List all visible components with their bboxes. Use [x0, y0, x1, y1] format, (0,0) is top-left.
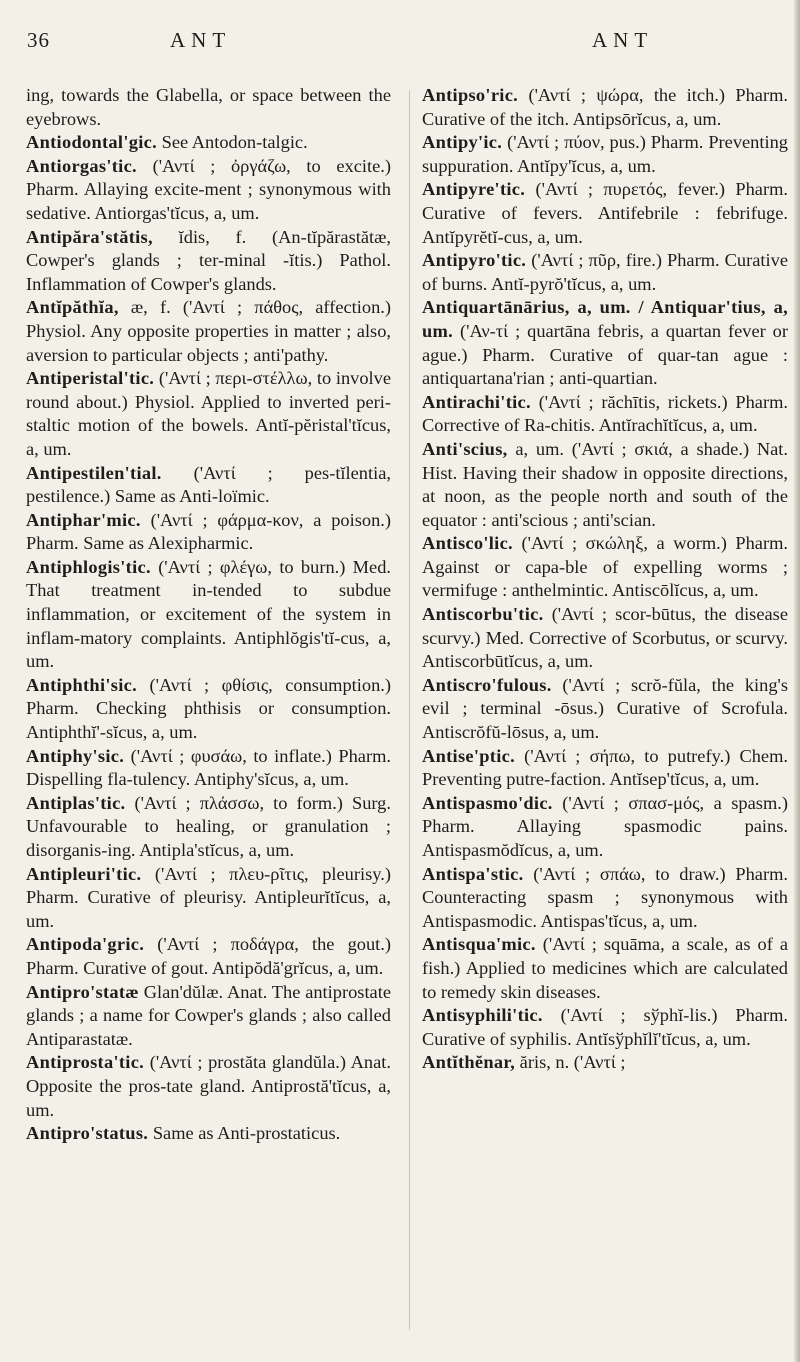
dictionary-entry — [26, 462, 391, 509]
entry-headword: Antipro'statæ — [26, 981, 139, 1002]
entry-headword: Antipyre'tic. — [422, 179, 526, 200]
entry-definition: ('Αντί ; prostăta glandŭla.) Anat. Opposite the pros-tate gland. Antiprostă'tĭcus, a, um. — [26, 1052, 391, 1120]
entry-definition: ('Αν-τί ; quartāna febris, a quartan fever or ague.) Pharm. Curative of quar-tan ague : antiquartana'rian ; anti-quartian. — [422, 320, 788, 389]
dictionary-entry — [26, 1051, 391, 1122]
dictionary-entry — [422, 296, 788, 390]
column-divider — [409, 90, 410, 1330]
entry-headword: Antiquartānārius, a, um. / Antiquar'tius, a, um. — [422, 297, 788, 341]
dictionary-entry — [26, 131, 391, 155]
entry-definition: Same as Anti-prostaticus. — [152, 1123, 341, 1144]
entry-headword: Antiperistal'tic. — [26, 368, 155, 389]
entry-headword: Antisqua'mic. — [422, 934, 536, 955]
entry-headword: Antĭpăthĭa, — [26, 297, 119, 318]
entry-headword: Antipyro'tic. — [422, 250, 527, 271]
entry-definition: ăris, n. ('Αντί ; — [519, 1052, 626, 1073]
entry-definition: ('Αντί ; sўphĭ-lis.) Pharm. Curative of syphilis. Antĭsўphĭlĭ'tĭcus, a, um. — [422, 1005, 788, 1049]
entry-headword: Antipestilen'tial. — [26, 462, 162, 483]
entry-definition: ('Αντί ; φθίσις, consumption.) Pharm. Checking phthisis or consumption. Antiphthĭ'-sĭcus, a, um. — [26, 674, 391, 743]
entry-headword: Antipăra'stătis, — [26, 226, 153, 247]
entry-headword: Antise'ptic. — [422, 745, 515, 766]
page-header — [0, 0, 800, 60]
right-column — [422, 84, 788, 1075]
entry-headword: Antipro'status. — [26, 1123, 149, 1144]
dictionary-entry — [26, 296, 391, 367]
dictionary-entry — [422, 674, 788, 745]
dictionary-entry — [26, 509, 391, 556]
dictionary-entry — [422, 933, 788, 1004]
entry-definition: ('Αντί ; πυρετός, fever.) Pharm. Curative of fevers. Antifebrile : febrifuge. Antĭpyrĕtĭ-cus, a, um. — [422, 179, 788, 247]
entry-headword: Antispasmo'dic. — [422, 792, 553, 813]
entry-headword: Antiphlogis'tic. — [26, 556, 151, 577]
entry-headword: Anti'scius, — [422, 438, 508, 459]
entry-headword: Antiplas'tic. — [26, 792, 126, 813]
entry-definition: ('Αντί ; scor-būtus, the disease scurvy.) Med. Corrective of Scorbutus, or scurvy. Antiscorbūtĭcus, a, um. — [422, 604, 788, 672]
entry-definition: ('Αντί ; περι-στέλλω, to involve round about.) Physiol. Applied to inverted peri-staltic motion of the bowels. Antĭ-pĕristal'tĭcus, a, um. — [26, 368, 391, 459]
left-column — [26, 84, 391, 1146]
entry-definition: ('Αντί ; πύον, pus.) Pharm. Preventing suppuration. Antĭpy'ĭcus, a, um. — [422, 132, 788, 176]
dictionary-entry — [422, 438, 788, 532]
entry-definition: ('Αντί ; σκώληξ, a worm.) Pharm. Against or capa-ble of expelling worms ; vermifuge : anthelmintic. Antiscōlĭcus, a, um. — [422, 533, 788, 601]
entry-headword: Antisco'lic. — [422, 533, 513, 554]
entry-definition: ('Αντί ; scrŏ-fŭla, the king's evil ; terminal -ōsus.) Curative of Scrofula. Antiscrŏfŭ-lōsus, a, um. — [422, 674, 788, 743]
page-number: 36 — [27, 28, 50, 52]
dictionary-entry — [422, 1051, 788, 1075]
entry-headword: Antiphthi'sic. — [26, 674, 137, 695]
dictionary-entry — [422, 249, 788, 296]
dictionary-entry — [422, 131, 788, 178]
page-edge-shadow — [794, 0, 800, 1362]
entry-definition: ('Αντί ; pes-tĭlentia, pestilence.) Same as Anti-loïmic. — [26, 462, 391, 507]
entry-definition: ('Αντί ; φάρμα-κον, a poison.) Pharm. Same as Alexipharmic. — [26, 509, 391, 554]
entry-definition: ('Αντί ; φυσάω, to inflate.) Pharm. Dispelling fla-tulency. Antiphy'sĭcus, a, um. — [26, 745, 391, 790]
dictionary-entry — [422, 391, 788, 438]
entry-definition: Glan'dŭlæ. Anat. The antiprostate glands ; a name for Cowper's glands ; also called Antiparastatæ. — [26, 981, 391, 1049]
dictionary-entry — [26, 981, 391, 1052]
entry-text: ing, towards the Glabella, or space between the eyebrows. — [26, 85, 391, 129]
dictionary-entry — [422, 1004, 788, 1051]
entry-definition: ('Αντί ; πλευ-ρῖτις, pleurisy.) Pharm. Curative of pleurisy. Antipleurĭtĭcus, a, um. — [26, 863, 391, 931]
entry-headword: Antiscorbu'tic. — [422, 604, 544, 625]
entry-headword: Antiodontal'gic. — [26, 132, 157, 153]
entry-headword: Antipy'ic. — [422, 132, 503, 153]
entry-headword: Antisyphili'tic. — [422, 1005, 543, 1026]
entry-definition: ('Αντί ; ὀργάζω, to excite.) Pharm. Allaying excite-ment ; synonymous with sedative. Antiorgas'tĭcus, a, um. — [26, 155, 391, 223]
entry-headword: Antiphar'mic. — [26, 509, 141, 530]
entry-definition: ('Αντί ; σπασ-μός, a spasm.) Pharm. Allaying spasmodic pains. Antispasmŏdĭcus, a, um. — [422, 792, 788, 860]
dictionary-entry — [26, 792, 391, 863]
entry-headword: Antĭthĕnar, — [422, 1052, 516, 1073]
dictionary-entry — [26, 556, 391, 674]
entry-definition: æ, f. ('Αντί ; πάθος, affection.) Physiol. Any opposite properties in matter ; also, aversion to particular objects ; anti'pathy. — [26, 297, 391, 365]
entry-headword: Antiorgas'tic. — [26, 155, 137, 176]
dictionary-entry — [422, 532, 788, 603]
dictionary-entry — [26, 745, 391, 792]
entry-headword: Antiphy'sic. — [26, 745, 125, 766]
entry-definition: a, um. ('Αντί ; σκιά, a shade.) Nat. Hist. Having their shadow in opposite directions, at noon, as the people north and south of the equator : anti'scious ; anti'scian. — [422, 438, 788, 530]
continued-text — [26, 84, 391, 131]
entry-definition: ('Αντί ; ποδάγρα, the gout.) Pharm. Curative of gout. Antipŏdă'grĭcus, a, um. — [26, 934, 391, 978]
entry-definition: ĭdis, f. (An-tĭpărastătæ, Cowper's glands ; ter-minal -ĭtis.) Pathol. Inflammation of Cowper's glands. — [26, 226, 391, 294]
entry-headword: Antiscro'fulous. — [422, 674, 552, 695]
entry-headword: Antipso'ric. — [422, 85, 519, 105]
entry-definition: ('Αντί ; φλέγω, to burn.) Med. That treatment in-tended to subdue inflammation, or excitement of the system in inflam-matory complaints. Antiphlŏgis'tĭ-cus, a, um. — [26, 556, 391, 672]
dictionary-entry — [26, 933, 391, 980]
entry-definition: ('Αντί ; răchītis, rickets.) Pharm. Corrective of Ra-chitis. Antĭrachĭtĭcus, a, um. — [422, 391, 788, 436]
entry-definition: ('Αντί ; squāma, a scale, as of a fish.) Applied to medicines which are calculated to remedy skin diseases. — [422, 934, 788, 1002]
dictionary-entry — [26, 674, 391, 745]
entry-definition: ('Αντί ; ψώρα, the itch.) Pharm. Curative of the itch. Antipsōrĭcus, a, um. — [422, 85, 788, 129]
dictionary-entry — [422, 178, 788, 249]
dictionary-entry — [422, 745, 788, 792]
running-head-left: ANT — [170, 28, 232, 52]
running-head-right: ANT — [592, 28, 654, 52]
entry-headword: Antiprosta'tic. — [26, 1052, 145, 1073]
entry-definition: ('Αντί ; πλάσσω, to form.) Surg. Unfavourable to healing, or granulation ; disorganis-ing. Antipla'stĭcus, a, um. — [26, 792, 391, 860]
entry-definition: See Antodon-talgic. — [161, 132, 308, 153]
entry-headword: Antispa'stic. — [422, 863, 524, 884]
entry-headword: Antipoda'gric. — [26, 934, 145, 955]
dictionary-entry — [26, 1122, 391, 1146]
dictionary-entry — [26, 226, 391, 297]
dictionary-entry — [422, 84, 788, 131]
dictionary-entry — [422, 863, 788, 934]
entry-headword: Antipleuri'tic. — [26, 863, 142, 884]
entry-definition: ('Αντί ; σήπω, to putrefy.) Chem. Preventing putre-faction. Antĭsep'tĭcus, a, um. — [422, 745, 788, 790]
dictionary-entry — [26, 863, 391, 934]
dictionary-entry — [422, 792, 788, 863]
entry-definition: ('Αντί ; σπάω, to draw.) Pharm. Counteracting spasm ; synonymous with Antispasmodic. Antispas'tĭcus, a, um. — [422, 863, 788, 931]
dictionary-entry — [26, 367, 391, 461]
entry-headword: Antirachi'tic. — [422, 391, 531, 412]
dictionary-entry — [26, 155, 391, 226]
entry-definition: ('Αντί ; πῦρ, fire.) Pharm. Curative of burns. Antĭ-pyrŏ'tĭcus, a, um. — [422, 250, 788, 294]
dictionary-entry — [422, 603, 788, 674]
